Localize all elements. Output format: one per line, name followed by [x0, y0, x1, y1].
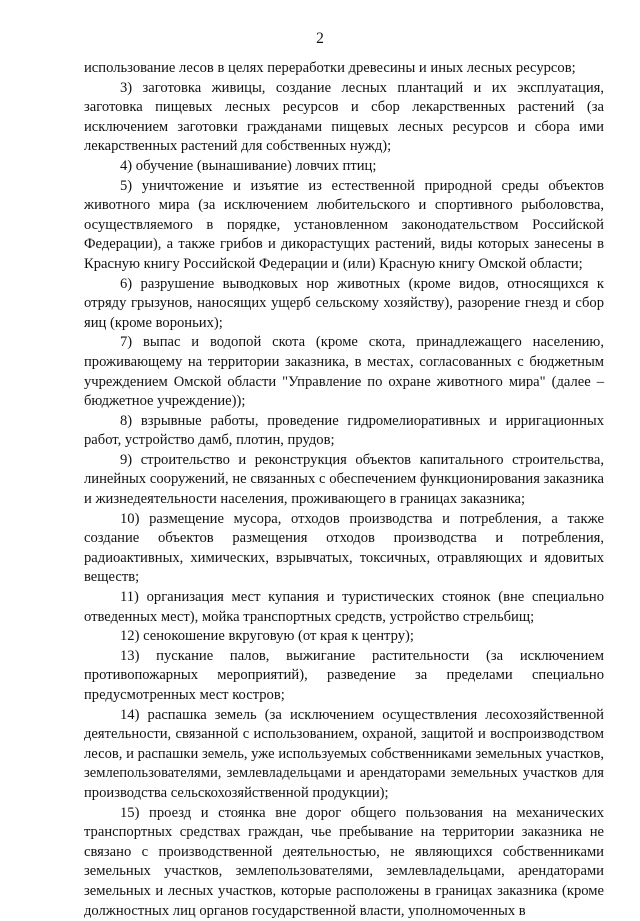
paragraph-item-4: 4) обучение (вынашивание) ловчих птиц; [120, 157, 377, 174]
paragraph-continuation: использование лесов в целях переработки древесины и иных лесных ресурсов; [84, 60, 576, 76]
paragraph-item-5: 5) уничтожение и изъятие из естественной природной среды объектов животного мира (за исключением любительского и спортивного рыболовства, осуществляемого в порядке, установленном законодательством Российской Федерации), а также грибов и дикорастущих растений, виды которых занесены в Красную книгу Российской Федерации и (или) Красную книгу Омской области; [84, 177, 604, 272]
paragraph-item-8: 8) взрывные работы, проведение гидромелиоративных и ирригационных работ, устройство дамб, плотин, прудов; [84, 412, 604, 449]
paragraph-item-6: 6) разрушение выводковых нор животных (кроме видов, относящихся к отряду грызунов, наносящих ущерб сельскому хозяйству), разорение гнезд и сбор яиц (кроме вороньих); [84, 275, 604, 331]
paragraph-item-9: 9) строительство и реконструкция объектов капитального строительства, линейных сооружений, не связанных с обеспечением функционирования заказника и жизнедеятельности населения, проживающего в границах заказника; [84, 451, 604, 508]
paragraph-item-11: 11) организация мест купания и туристических стоянок (вне специально отведенных мест), мойка транспортных средств, устройство стрельбищ; [84, 589, 604, 625]
paragraph-item-3: 3) заготовка живицы, создание лесных плантаций и их эксплуатация, заготовка пищевых лесных ресурсов и сбор лекарственных растений (за исключением заготовки гражданами пищевых лесных ресурсов и сбора ими лекарственных растений для собственных нужд); [84, 79, 604, 155]
document-body [84, 59, 604, 921]
page-number: 2 [316, 30, 324, 47]
paragraph-item-14: 14) распашка земель (за исключением осуществления лесохозяйственной деятельности, связанной с использованием, охраной, защитой и воспроизводством лесов, и распашки земель, уже используемых собственниками земельных участков, землепользователями, землевладельцами и арендаторами земельных участков для производства сельскохозяйственной продукции); [84, 706, 604, 801]
paragraph-item-10: 10) размещение мусора, отходов производства и потребления, а также создание объектов размещения отходов производства и потребления, радиоактивных, химических, взрывчатых, токсичных, отравляющих и ядовитых веществ; [84, 510, 604, 586]
paragraph-item-13: 13) пускание палов, выжигание растительности (за исключением противопожарных мероприятий), разведение за пределами специально предусмотренных мест костров; [84, 647, 604, 703]
paragraph-item-12: 12) сенокошение вкруговую (от края к центру); [120, 628, 414, 645]
paragraph-item-7: 7) выпас и водопой скота (кроме скота, принадлежащего населению, проживающему на территории заказника, в местах, согласованных с бюджетным учреждением Омской области "Управление по охране животного мира" (далее – бюджетное учреждение)); [84, 334, 604, 410]
paragraph-item-15: 15) проезд и стоянка вне дорог общего пользования на механических транспортных средствах граждан, чье пребывание на территории заказника не связано с производственной деятельностью, не являющихся собственниками земельных участков, землепользователями, землевладельцами, арендаторами земельных и лесных участков, которые расположены в границах заказника (кроме должностных лиц органов государственной власти, уполномоченных в [84, 804, 604, 919]
